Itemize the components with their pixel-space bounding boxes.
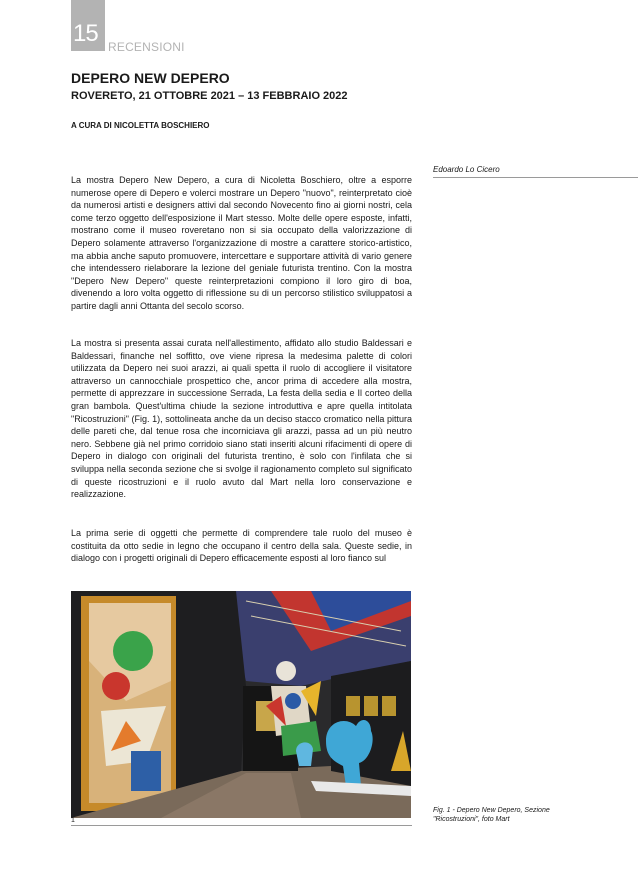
paragraph-1: La mostra Depero New Depero, a cura di Nicoletta Boschiero, oltre a esporre numerose opere di Depero e volerci mostrare un Depero "nuovo", reinterpretato cioè da numerosi artisti e designers attivi dal secondo Novecento fino ai giorni nostri, cela come terzo oggetto dell'esposizione il Mart stesso. Molte delle opere esposte, infatti, mostrano come il museo roveretano non si sia occupato della valorizzazione di Depero solamente attraverso l'organizzazione di mostre a carattere storico-artistico, ma abbia anche saputo promuovere, intercettare e supportare attività di vario genere che intendessero rielaborare la lezione del geniale futurista trentino. Con la mostra "Depero New Depero" queste reinterpretazioni compiono il loro giro di boa, divenendo a loro volta oggetto di riflessione su di un percorso stilistico sviluppatosi a partire dagli anni Ottanta del secolo scorso.	[71, 175, 412, 311]
author-divider	[433, 177, 638, 178]
page-number: 15	[73, 20, 98, 47]
article-subtitle: ROVERETO, 21 OTTOBRE 2021 – 13 FEBBRAIO 2022	[71, 90, 348, 102]
article-author: Edoardo Lo Cicero	[433, 165, 500, 174]
figure-number: 1	[71, 817, 75, 824]
article-curator: A CURA DI NICOLETTA BOSCHIERO	[71, 121, 210, 130]
bottom-divider	[71, 825, 412, 826]
paragraph-3: La prima serie di oggetti che permette di comprendere tale ruolo del museo è costituita da otto sedie in legno che occupano il centro della sala. Queste sedie, in dialogo con i progetti originali di Depero efficacemente esposti al loro fianco sul	[71, 528, 412, 564]
figure-caption: Fig. 1 - Depero New Depero, Sezione "Ricostruzioni", foto Mart	[433, 807, 550, 823]
section-label: RECENSIONI	[108, 40, 185, 54]
figure-photo	[71, 591, 411, 818]
paragraph-2: La mostra si presenta assai curata nell'allestimento, affidato allo studio Baldessari e Baldessari, finanche nel soffitto, ove viene ripresa la medesima palette di colori utilizzata da Depero nei suoi arazzi, ai quali spetta il ruolo di accogliere il visitatore attraverso un cannocchiale prospettico che, ancor prima di accedere alla mostra, permette di apprezzare in successione Serrada, La festa della sedia e Il corteo della gran bambola. Quest'ultima chiude la sezione introduttiva e apre quella intitolata "Ricostruzioni" (Fig. 1), sottolineata anche da un deciso stacco cromatico nella pittura delle pareti che, dal tenue rosa che incorniciava gli arazzi, passa ad un più neutro nero. Sebbene già nel primo corridoio siano stati inseriti alcuni rifacimenti di opere di Depero in dialogo con originali del futurista trentino, è solo con l'infilata che si sviluppa nella seconda sezione che si svolge il ragionamento completo sul significato di queste ricostruzioni e il ruolo avuto dal Mart nella loro conservazione e realizzazione.	[71, 338, 412, 500]
article-title: DEPERO NEW DEPERO	[71, 70, 230, 86]
